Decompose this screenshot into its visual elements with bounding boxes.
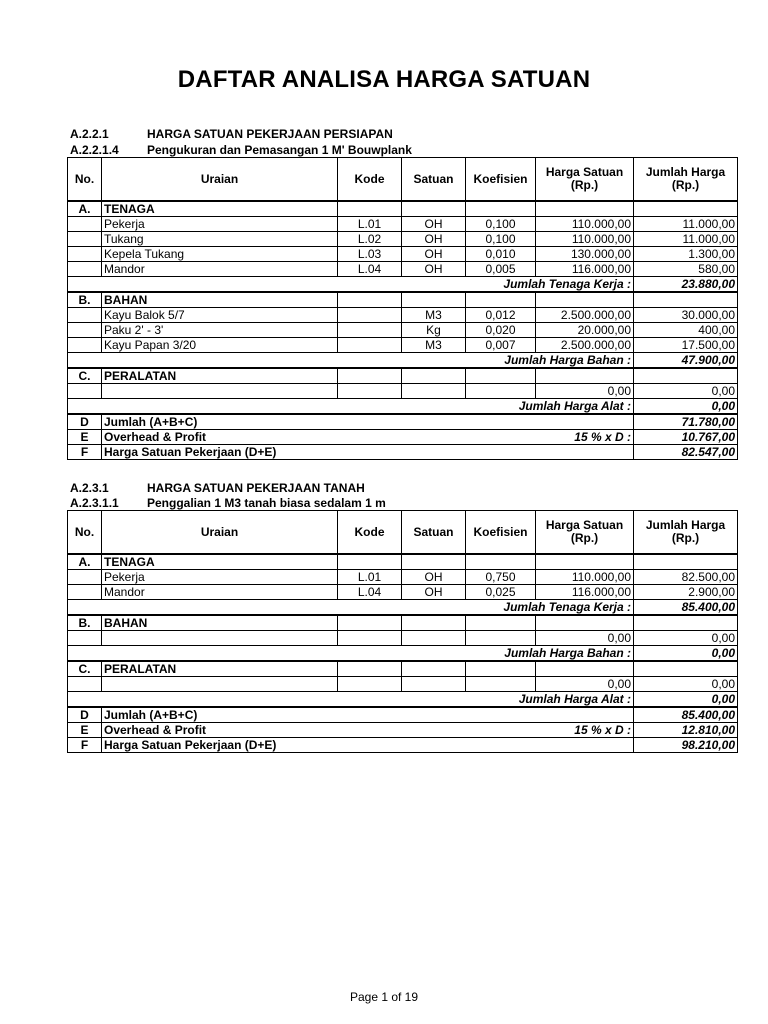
row-satuan — [402, 677, 466, 692]
row-satuan: M3 — [402, 308, 466, 323]
total-value: 98.210,00 — [634, 738, 738, 753]
group-no: A. — [68, 554, 102, 570]
row-uraian: Kayu Balok 5/7 — [102, 308, 338, 323]
empty-cell — [338, 201, 402, 217]
group-label: PERALATAN — [102, 368, 338, 384]
subtotal-value: 0,00 — [634, 692, 738, 708]
row-uraian: Paku 2' - 3' — [102, 323, 338, 338]
total-row — [68, 723, 738, 738]
row-jumlah-harga: 1.300,00 — [634, 247, 738, 262]
subtotal-row — [68, 399, 738, 415]
subtotal-row — [68, 277, 738, 293]
empty-cell — [466, 292, 536, 308]
row-kode — [338, 308, 402, 323]
subtotal-label: Jumlah Harga Alat : — [68, 399, 634, 415]
section-title: HARGA SATUAN PEKERJAAN PERSIAPAN — [147, 127, 393, 141]
col-header-koefisien: Koefisien — [466, 511, 536, 555]
section-1-subheading — [70, 143, 412, 157]
row-harga-satuan: 0,00 — [536, 384, 634, 399]
row-koefisien — [466, 631, 536, 646]
empty-cell — [338, 368, 402, 384]
table-row — [68, 217, 738, 232]
row-uraian: Pekerja — [102, 570, 338, 585]
row-uraian — [102, 631, 338, 646]
subtotal-value: 0,00 — [634, 646, 738, 662]
row-no — [68, 570, 102, 585]
subtotal-row — [68, 600, 738, 616]
row-harga-satuan: 116.000,00 — [536, 262, 634, 277]
row-kode: L.04 — [338, 262, 402, 277]
section-title: HARGA SATUAN PEKERJAAN TANAH — [147, 481, 365, 495]
row-satuan: OH — [402, 247, 466, 262]
row-kode: L.01 — [338, 217, 402, 232]
group-row — [68, 615, 738, 631]
empty-cell — [634, 292, 738, 308]
row-no — [68, 217, 102, 232]
row-jumlah-harga: 0,00 — [634, 631, 738, 646]
row-koefisien — [466, 384, 536, 399]
subtotal-row — [68, 646, 738, 662]
empty-cell — [634, 661, 738, 677]
section-code: A.2.3.1 — [70, 481, 109, 495]
row-koefisien: 0,025 — [466, 585, 536, 600]
subsection-code: A.2.3.1.1 — [70, 496, 119, 510]
row-uraian: Tukang — [102, 232, 338, 247]
row-harga-satuan: 110.000,00 — [536, 570, 634, 585]
empty-cell — [338, 615, 402, 631]
col-header-text: Harga Satuan — [545, 165, 624, 179]
total-value: 12.810,00 — [634, 723, 738, 738]
empty-cell — [536, 292, 634, 308]
col-header-koefisien: Koefisien — [466, 158, 536, 202]
total-row — [68, 445, 738, 460]
row-no — [68, 308, 102, 323]
total-label: Overhead & Profit — [102, 723, 466, 738]
section-2-heading — [70, 481, 365, 495]
col-header-text: Harga Satuan — [545, 518, 624, 532]
empty-cell — [338, 661, 402, 677]
empty-cell — [634, 554, 738, 570]
row-kode: L.03 — [338, 247, 402, 262]
row-satuan: OH — [402, 585, 466, 600]
subtotal-row — [68, 692, 738, 708]
empty-cell — [634, 201, 738, 217]
table-row — [68, 384, 738, 399]
col-header-uraian: Uraian — [102, 511, 338, 555]
empty-cell — [536, 661, 634, 677]
group-row — [68, 201, 738, 217]
section-code: A.2.2.1 — [70, 127, 109, 141]
table-header-row — [68, 158, 738, 202]
row-kode: L.04 — [338, 585, 402, 600]
total-label: Overhead & Profit — [102, 430, 466, 445]
row-koefisien: 0,750 — [466, 570, 536, 585]
empty-cell — [466, 661, 536, 677]
total-label: Jumlah (A+B+C) — [102, 414, 634, 430]
col-header-harga-satuan — [536, 158, 634, 202]
subtotal-row — [68, 353, 738, 369]
row-kode — [338, 631, 402, 646]
group-no: B. — [68, 615, 102, 631]
row-no — [68, 262, 102, 277]
subtotal-value: 23.880,00 — [634, 277, 738, 293]
analysis-table-1 — [67, 157, 738, 460]
col-header-kode: Kode — [338, 511, 402, 555]
total-row — [68, 430, 738, 445]
row-satuan: OH — [402, 570, 466, 585]
row-satuan: OH — [402, 232, 466, 247]
row-kode: L.01 — [338, 570, 402, 585]
empty-cell — [402, 615, 466, 631]
subtotal-value: 0,00 — [634, 399, 738, 415]
row-harga-satuan: 20.000,00 — [536, 323, 634, 338]
empty-cell — [536, 201, 634, 217]
empty-cell — [402, 368, 466, 384]
row-harga-satuan: 0,00 — [536, 631, 634, 646]
group-label: BAHAN — [102, 615, 338, 631]
empty-cell — [402, 292, 466, 308]
group-row — [68, 292, 738, 308]
table-row — [68, 247, 738, 262]
total-formula: 15 % x D : — [466, 430, 634, 445]
subtotal-label: Jumlah Harga Alat : — [68, 692, 634, 708]
total-value: 71.780,00 — [634, 414, 738, 430]
row-uraian: Mandor — [102, 262, 338, 277]
row-harga-satuan: 110.000,00 — [536, 232, 634, 247]
empty-cell — [402, 661, 466, 677]
subtotal-label: Jumlah Tenaga Kerja : — [68, 600, 634, 616]
row-jumlah-harga: 82.500,00 — [634, 570, 738, 585]
total-value: 82.547,00 — [634, 445, 738, 460]
group-label: TENAGA — [102, 554, 338, 570]
table-row — [68, 585, 738, 600]
row-uraian: Kayu Papan 3/20 — [102, 338, 338, 353]
row-koefisien: 0,010 — [466, 247, 536, 262]
table-row — [68, 631, 738, 646]
page-title: DAFTAR ANALISA HARGA SATUAN — [177, 66, 591, 93]
row-kode — [338, 323, 402, 338]
table-row — [68, 338, 738, 353]
col-header-unit: (Rp.) — [570, 531, 599, 545]
row-kode — [338, 384, 402, 399]
row-uraian — [102, 677, 338, 692]
row-jumlah-harga: 30.000,00 — [634, 308, 738, 323]
row-jumlah-harga: 580,00 — [634, 262, 738, 277]
col-header-jumlah-harga — [634, 511, 738, 555]
row-satuan: OH — [402, 217, 466, 232]
table-row — [68, 677, 738, 692]
row-harga-satuan: 130.000,00 — [536, 247, 634, 262]
row-koefisien: 0,100 — [466, 232, 536, 247]
group-no: A. — [68, 201, 102, 217]
row-harga-satuan: 116.000,00 — [536, 585, 634, 600]
group-no: C. — [68, 661, 102, 677]
row-no — [68, 384, 102, 399]
empty-cell — [634, 615, 738, 631]
row-no — [68, 338, 102, 353]
group-label: TENAGA — [102, 201, 338, 217]
total-row — [68, 707, 738, 723]
table-row — [68, 232, 738, 247]
empty-cell — [536, 368, 634, 384]
subsection-title: Penggalian 1 M3 tanah biasa sedalam 1 m — [147, 496, 386, 510]
table-header-row — [68, 511, 738, 555]
group-no: C. — [68, 368, 102, 384]
row-harga-satuan: 0,00 — [536, 677, 634, 692]
row-satuan — [402, 384, 466, 399]
row-kode — [338, 677, 402, 692]
subtotal-label: Jumlah Harga Bahan : — [68, 646, 634, 662]
group-row — [68, 661, 738, 677]
col-header-text: Jumlah Harga — [645, 518, 726, 532]
row-uraian: Pekerja — [102, 217, 338, 232]
subsection-code: A.2.2.1.4 — [70, 143, 119, 157]
empty-cell — [466, 201, 536, 217]
total-label: Harga Satuan Pekerjaan (D+E) — [102, 738, 634, 753]
col-header-satuan: Satuan — [402, 511, 466, 555]
row-harga-satuan: 2.500.000,00 — [536, 308, 634, 323]
row-harga-satuan: 110.000,00 — [536, 217, 634, 232]
total-no: D — [68, 414, 102, 430]
total-row — [68, 414, 738, 430]
row-harga-satuan: 2.500.000,00 — [536, 338, 634, 353]
col-header-no: No. — [68, 511, 102, 555]
empty-cell — [466, 368, 536, 384]
empty-cell — [466, 554, 536, 570]
row-no — [68, 677, 102, 692]
row-satuan: M3 — [402, 338, 466, 353]
row-no — [68, 247, 102, 262]
col-header-kode: Kode — [338, 158, 402, 202]
col-header-no: No. — [68, 158, 102, 202]
col-header-satuan: Satuan — [402, 158, 466, 202]
total-value: 85.400,00 — [634, 707, 738, 723]
row-jumlah-harga: 11.000,00 — [634, 232, 738, 247]
row-jumlah-harga: 400,00 — [634, 323, 738, 338]
col-header-jumlah-harga — [634, 158, 738, 202]
row-koefisien: 0,007 — [466, 338, 536, 353]
subtotal-value: 47.900,00 — [634, 353, 738, 369]
table-row — [68, 308, 738, 323]
total-value: 10.767,00 — [634, 430, 738, 445]
total-formula: 15 % x D : — [466, 723, 634, 738]
total-no: F — [68, 445, 102, 460]
total-no: E — [68, 723, 102, 738]
table-row — [68, 323, 738, 338]
total-no: D — [68, 707, 102, 723]
row-koefisien: 0,100 — [466, 217, 536, 232]
total-row — [68, 738, 738, 753]
row-koefisien: 0,005 — [466, 262, 536, 277]
section-2-subheading — [70, 496, 386, 510]
col-header-uraian: Uraian — [102, 158, 338, 202]
empty-cell — [536, 615, 634, 631]
empty-cell — [634, 368, 738, 384]
row-koefisien: 0,012 — [466, 308, 536, 323]
row-no — [68, 631, 102, 646]
total-label: Harga Satuan Pekerjaan (D+E) — [102, 445, 634, 460]
total-no: F — [68, 738, 102, 753]
row-uraian: Mandor — [102, 585, 338, 600]
row-jumlah-harga: 17.500,00 — [634, 338, 738, 353]
empty-cell — [338, 554, 402, 570]
col-header-unit: (Rp.) — [671, 531, 700, 545]
row-uraian — [102, 384, 338, 399]
total-label: Jumlah (A+B+C) — [102, 707, 634, 723]
col-header-text: Jumlah Harga — [645, 165, 726, 179]
row-satuan: OH — [402, 262, 466, 277]
row-jumlah-harga: 2.900,00 — [634, 585, 738, 600]
subtotal-value: 85.400,00 — [634, 600, 738, 616]
analysis-table-2 — [67, 510, 738, 753]
group-label: PERALATAN — [102, 661, 338, 677]
row-satuan: Kg — [402, 323, 466, 338]
row-jumlah-harga: 0,00 — [634, 384, 738, 399]
group-row — [68, 368, 738, 384]
row-no — [68, 323, 102, 338]
row-uraian: Kepela Tukang — [102, 247, 338, 262]
empty-cell — [402, 201, 466, 217]
section-1-heading — [70, 127, 393, 141]
group-no: B. — [68, 292, 102, 308]
row-no — [68, 232, 102, 247]
col-header-harga-satuan — [536, 511, 634, 555]
col-header-unit: (Rp.) — [570, 178, 599, 192]
group-row — [68, 554, 738, 570]
row-kode — [338, 338, 402, 353]
empty-cell — [536, 554, 634, 570]
row-koefisien: 0,020 — [466, 323, 536, 338]
group-label: BAHAN — [102, 292, 338, 308]
table-row — [68, 570, 738, 585]
subtotal-label: Jumlah Tenaga Kerja : — [68, 277, 634, 293]
empty-cell — [338, 292, 402, 308]
subtotal-label: Jumlah Harga Bahan : — [68, 353, 634, 369]
row-satuan — [402, 631, 466, 646]
empty-cell — [466, 615, 536, 631]
col-header-unit: (Rp.) — [671, 178, 700, 192]
table-row — [68, 262, 738, 277]
row-no — [68, 585, 102, 600]
row-kode: L.02 — [338, 232, 402, 247]
row-koefisien — [466, 677, 536, 692]
total-no: E — [68, 430, 102, 445]
row-jumlah-harga: 11.000,00 — [634, 217, 738, 232]
row-jumlah-harga: 0,00 — [634, 677, 738, 692]
page-footer: Page 1 of 19 — [349, 990, 419, 1004]
subsection-title: Pengukuran dan Pemasangan 1 M' Bouwplank — [147, 143, 412, 157]
empty-cell — [402, 554, 466, 570]
